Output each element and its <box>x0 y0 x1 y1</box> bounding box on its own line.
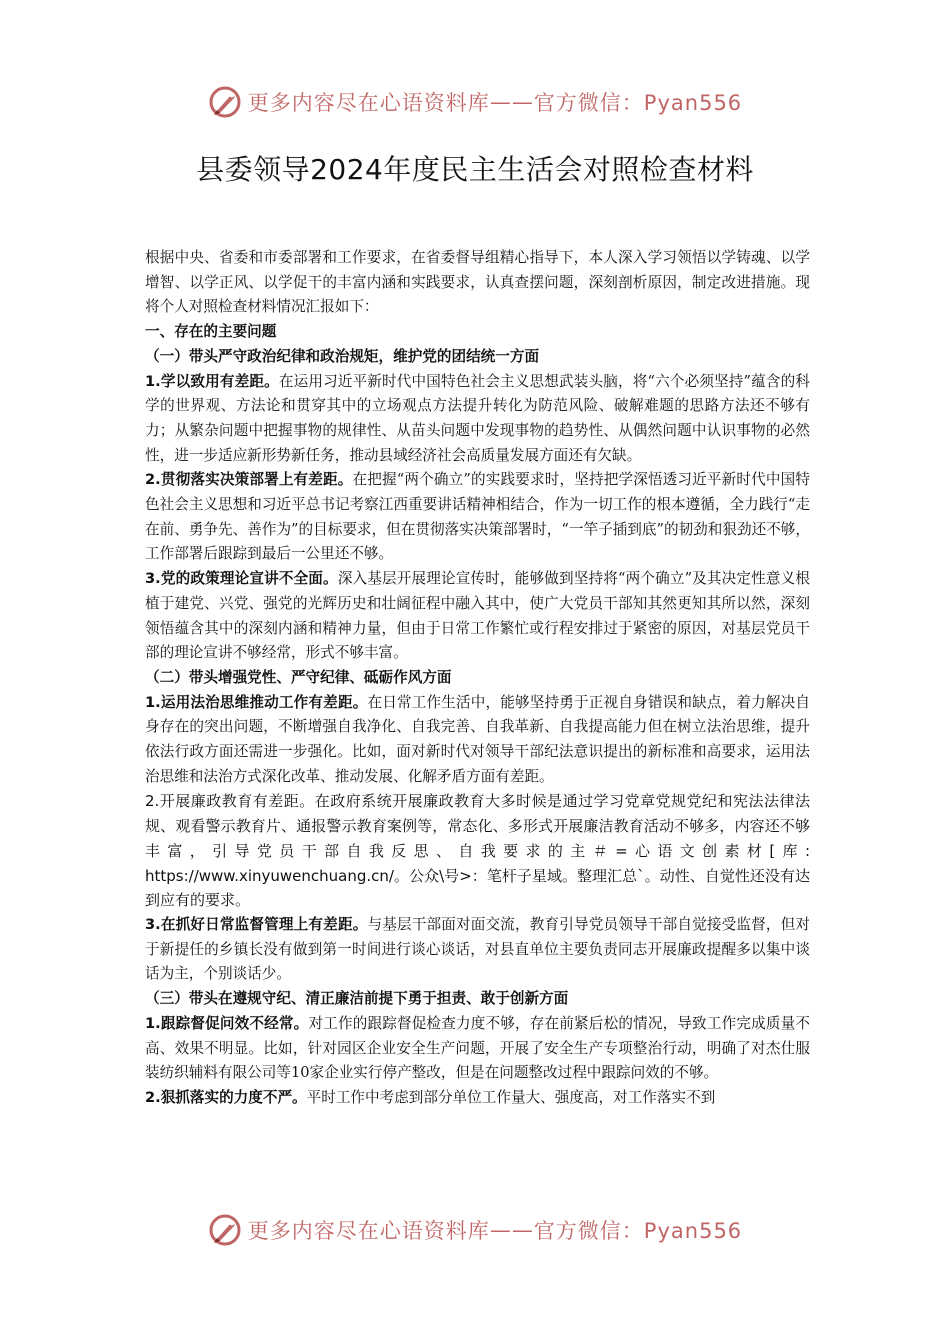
banner-separator: —— <box>489 90 534 114</box>
pen-logo-icon <box>208 85 242 119</box>
item-lead: 3.党的政策理论宣讲不全面。 <box>145 570 338 588</box>
item-body: 在把握“两个确立”的实践要求时，坚持把学深悟透习近平新时代中国特色社会主义思想和习近平总书记考察江西重要讲话精神相结合，作为一切工作的根本遵循，全力践行“走在前、勇争先、善作为”的目标要求，但在贯彻落实决策部署时，“一竿子插到底”的韧劲和狠劲还不够，工作部署后跟踪到最后一公里还不够。 <box>145 471 810 563</box>
item-body: 在运用习近平新时代中国特色社会主义思想武装头脑，将“六个必须坚持”蕴含的科学的世界观、方法论和贯穿其中的立场观点方法提升转化为防范风险、破解难题的思路方法还不够有力；从繁杂问题中把握事物的规律性、从苗头问题中发现事物的趋势性、从偶然问题中认识事物的必然性，进一步适应新形势新任务，推动县域经济社会高质量发展方面还有欠缺。 <box>145 372 810 464</box>
item-lead: 2.贯彻落实决策部署上有差距。 <box>145 471 353 489</box>
subsection-heading-1: （一）带头严守政治纪律和政治规矩，维护党的团结统一方面 <box>145 347 540 365</box>
item-body: 在日常工作生活中，能够坚持勇于正视自身错误和缺点，着力解决自身存在的突出问题，不断增强自我净化、自我完善、自我革新、自我提高能力但在树立法治思维，提升依法行政方面还需进一步强化。比如，面对新时代对领导干部纪法意识提出的新标准和高要求，运用法治思维和法治方式深化改革、推动发展、化解矛盾方面有差距。 <box>145 693 810 785</box>
banner-text: 更多内容尽在心语资料库 <box>247 91 490 115</box>
item-lead: 1.运用法治思维推动工作有差距。 <box>145 693 368 711</box>
item-body: 对工作的跟踪督促检查力度不够，存在前紧后松的情况，导致工作完成质量不高、效果不明显。比如，针对园区企业安全生产问题，开展了安全生产专项整治行动，明确了对杰仕服装纺织辅料有限公司等10家企业实行停产整改，但是在问题整改过程中跟踪问效的不够。 <box>145 1014 810 1082</box>
item-paragraph <box>145 1086 810 1111</box>
item-paragraph <box>145 468 810 567</box>
item-lead: 1.跟踪督促问效不经常。 <box>145 1014 309 1032</box>
banner-contact: 官方微信：Pyan556 <box>533 91 743 115</box>
item-body: 与基层干部面对面交流，教育引导党员领导干部自觉接受监督，但对于新提任的乡镇长没有做到第一时间进行谈心谈话，对县直单位主要负责同志开展廉政提醒多以集中谈话为主，个别谈话少。 <box>145 915 810 983</box>
item-paragraph <box>145 567 810 666</box>
document-body <box>145 246 810 1111</box>
section-heading-1: 一、存在的主要问题 <box>145 323 277 341</box>
item-lead: 3.在抓好日常监督管理上有差距。 <box>145 915 368 933</box>
banner-separator: —— <box>489 1218 534 1242</box>
footer-banner <box>0 1210 950 1250</box>
item-paragraph <box>145 370 810 469</box>
item-lead: 2.狠抓落实的力度不严。 <box>145 1088 307 1106</box>
page-title: 县委领导2024年度民主生活会对照检查材料 <box>196 153 754 186</box>
item-paragraph <box>145 691 810 790</box>
item-body: 平时工作中考虑到部分单位工作量大、强度高，对工作落实不到 <box>306 1088 716 1106</box>
header-banner <box>0 82 950 122</box>
banner-contact: 官方微信：Pyan556 <box>533 1219 743 1243</box>
pen-logo-icon <box>208 1213 242 1247</box>
item-paragraph-watermarked: 2.开展廉政教育有差距。在政府系统开展廉政教育大多时候是通过学习党章党规党纪和宪法法律法规、观看警示教育片、通报警示教育案例等，常态化、多形式开展廉洁教育活动不够多，内容还不够丰富，引导党员干部自我反思、自我要求的主＃=心语文创素材[库: https://www.xinyuwenchuang.cn/。公众\号>：笔杆子星域。整理汇总`。动性、自觉性还没有达到应有的要求。 <box>145 792 810 910</box>
intro-paragraph: 根据中央、省委和市委部署和工作要求，在省委督导组精心指导下，本人深入学习领悟以学铸魂、以学增智、以学正风、以学促干的丰富内涵和实践要求，认真查摆问题，深刻剖析原因，制定改进措施。现将个人对照检查材料情况汇报如下： <box>145 249 810 316</box>
item-body: 深入基层开展理论宣传时，能够做到坚持将“两个确立”及其决定性意义根植于建党、兴党、强党的光辉历史和壮阔征程中融入其中，使广大党员干部知其然更知其所以然，深刻领悟蕴含其中的深刻内涵和精神力量，但由于日常工作繁忙或行程安排过于紧密的原因，对基层党员干部的理论宣讲不够经常，形式不够丰富。 <box>145 570 810 662</box>
item-paragraph <box>145 913 810 987</box>
banner-text: 更多内容尽在心语资料库 <box>247 1219 490 1243</box>
item-lead: 1.学以致用有差距。 <box>145 372 279 390</box>
item-paragraph <box>145 1012 810 1086</box>
subsection-heading-2: （二）带头增强党性、严守纪律、砥砺作风方面 <box>145 668 452 686</box>
subsection-heading-3: （三）带头在遵规守纪、清正廉洁前提下勇于担责、敢于创新方面 <box>145 990 569 1008</box>
